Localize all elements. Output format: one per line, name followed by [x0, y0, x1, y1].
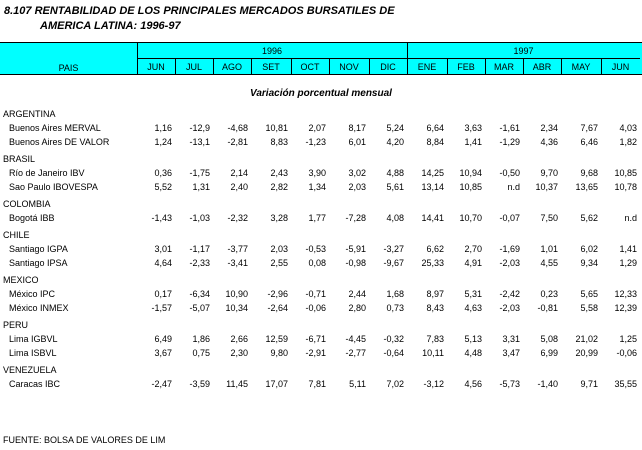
value-cell: 6,62	[426, 244, 444, 254]
value-cell: -2,42	[499, 289, 520, 299]
country-label: COLOMBIA	[3, 199, 51, 209]
index-name: Río de Janeiro IBV	[9, 168, 85, 178]
month-header: SET	[262, 62, 280, 72]
value-cell: 7,02	[386, 379, 404, 389]
value-cell: 7,81	[308, 379, 326, 389]
value-cell: 2,03	[270, 244, 288, 254]
country-label: CHILE	[3, 230, 30, 240]
value-cell: 2,80	[348, 303, 366, 313]
value-cell: 3,28	[270, 213, 288, 223]
value-cell: 2,66	[230, 334, 248, 344]
value-cell: -13,1	[189, 137, 210, 147]
value-cell: -0,64	[383, 348, 404, 358]
value-cell: -5,91	[345, 244, 366, 254]
month-header: NOV	[339, 62, 359, 72]
value-cell: 1,34	[308, 182, 326, 192]
value-cell: 1,82	[619, 137, 637, 147]
value-cell: 1,86	[192, 334, 210, 344]
index-name: Lima ISBVL	[9, 348, 57, 358]
year-1996-header: 1996	[261, 46, 283, 56]
country-label: MEXICO	[3, 275, 39, 285]
value-cell: -2,64	[267, 303, 288, 313]
value-cell: 1,41	[464, 137, 482, 147]
value-cell: 9,80	[270, 348, 288, 358]
value-cell: -5,73	[499, 379, 520, 389]
value-cell: 10,85	[459, 182, 482, 192]
country-label: VENEZUELA	[3, 365, 57, 375]
value-cell: 6,01	[348, 137, 366, 147]
month-header: MAY	[571, 62, 591, 72]
value-cell: 3,67	[154, 348, 172, 358]
year-1997-header: 1997	[513, 46, 534, 56]
value-cell: 0,08	[308, 258, 326, 268]
value-cell: -1,17	[189, 244, 210, 254]
value-cell: 7,83	[426, 334, 444, 344]
value-cell: -2,96	[267, 289, 288, 299]
value-cell: 4,48	[464, 348, 482, 358]
value-cell: -0,32	[383, 334, 404, 344]
month-header: JUN	[147, 62, 165, 72]
value-cell: -1,57	[151, 303, 172, 313]
value-cell: -3,59	[189, 379, 210, 389]
value-cell: 2,82	[270, 182, 288, 192]
table-title-line1: 8.107 RENTABILIDAD DE LOS PRINCIPALES MERCADOS BURSATILES DE	[4, 5, 395, 17]
value-cell: 5,31	[464, 289, 482, 299]
value-cell: 4,08	[386, 213, 404, 223]
value-cell: 21,02	[575, 334, 598, 344]
index-name: Buenos Aires DE VALOR	[9, 137, 110, 147]
value-cell: 9,68	[580, 168, 598, 178]
value-cell: -1,40	[537, 379, 558, 389]
value-cell: -1,69	[499, 244, 520, 254]
country-label: BRASIL	[3, 154, 36, 164]
value-cell: -6,71	[305, 334, 326, 344]
value-cell: 3,31	[502, 334, 520, 344]
value-cell: 9,70	[540, 168, 558, 178]
value-cell: -0,50	[499, 168, 520, 178]
value-cell: 12,33	[614, 289, 637, 299]
value-cell: 1,31	[192, 182, 210, 192]
value-cell: 2,70	[464, 244, 482, 254]
value-cell: 10,37	[535, 182, 558, 192]
month-header: JUN	[611, 62, 630, 72]
value-cell: 1,25	[619, 334, 637, 344]
value-cell: -3,12	[423, 379, 444, 389]
value-cell: -1,23	[305, 137, 326, 147]
month-header: DIC	[380, 62, 396, 72]
value-cell: 3,02	[348, 168, 366, 178]
value-cell: -1,75	[189, 168, 210, 178]
value-cell: -4,45	[345, 334, 366, 344]
value-cell: 2,44	[348, 289, 366, 299]
value-cell: 8,17	[348, 123, 366, 133]
month-header: ABR	[532, 62, 552, 72]
value-cell: 7,67	[580, 123, 598, 133]
value-cell: -6,34	[189, 289, 210, 299]
value-cell: n.d	[624, 213, 637, 223]
value-cell: 8,83	[270, 137, 288, 147]
index-name: Bogotá IBB	[9, 213, 55, 223]
value-cell: 4,63	[464, 303, 482, 313]
value-cell: 4,88	[386, 168, 404, 178]
value-cell: 11,45	[226, 379, 248, 389]
value-cell: 3,47	[502, 348, 520, 358]
value-cell: 10,78	[614, 182, 637, 192]
month-header: JUL	[185, 62, 202, 72]
value-cell: 10,94	[459, 168, 482, 178]
value-cell: 4,64	[154, 258, 172, 268]
value-cell: -0,06	[305, 303, 326, 313]
value-cell: 10,34	[225, 303, 248, 313]
value-cell: -0,06	[616, 348, 637, 358]
table-title-line2: AMERICA LATINA: 1996-97	[40, 20, 181, 32]
value-cell: 6,02	[580, 244, 598, 254]
value-cell: -2,03	[499, 258, 520, 268]
country-label: PERU	[3, 320, 29, 330]
value-cell: 6,49	[154, 334, 172, 344]
value-cell: 2,34	[540, 123, 558, 133]
value-cell: 13,14	[421, 182, 444, 192]
value-cell: 10,11	[422, 348, 444, 358]
value-cell: 12,59	[265, 334, 288, 344]
value-cell: 4,03	[619, 123, 637, 133]
value-cell: 3,01	[154, 244, 172, 254]
value-cell: -0,07	[499, 213, 520, 223]
value-cell: -7,28	[345, 213, 366, 223]
value-cell: -1,61	[499, 123, 520, 133]
index-name: México IPC	[9, 289, 56, 299]
value-cell: 4,56	[464, 379, 482, 389]
value-cell: 14,25	[421, 168, 444, 178]
value-cell: -3,27	[383, 244, 404, 254]
value-cell: 0,73	[386, 303, 404, 313]
value-cell: 5,08	[540, 334, 558, 344]
month-header: ENE	[417, 62, 437, 72]
value-cell: -2,91	[305, 348, 326, 358]
value-cell: 1,16	[154, 123, 172, 133]
value-cell: 10,70	[459, 213, 482, 223]
value-cell: 7,50	[540, 213, 558, 223]
value-cell: 8,43	[426, 303, 444, 313]
month-header: FEB	[457, 62, 475, 72]
value-cell: -2,81	[227, 137, 248, 147]
value-cell: -2,77	[345, 348, 366, 358]
index-name: Lima IGBVL	[9, 334, 58, 344]
index-name: Sao Paulo IBOVESPA	[9, 182, 98, 192]
source-note: FUENTE: BOLSA DE VALORES DE LIM	[3, 435, 166, 445]
value-cell: 5,11	[349, 379, 366, 389]
index-name: Caracas IBC	[9, 379, 61, 389]
value-cell: 25,33	[421, 258, 444, 268]
index-name: Santiago IGPA	[9, 244, 68, 254]
month-header: OCT	[300, 62, 320, 72]
value-cell: 5,62	[580, 213, 598, 223]
value-cell: 2,43	[270, 168, 288, 178]
value-cell: -5,07	[189, 303, 210, 313]
value-cell: n.d	[507, 182, 520, 192]
value-cell: -1,03	[189, 213, 210, 223]
value-cell: -12,9	[189, 123, 210, 133]
value-cell: 0,75	[192, 348, 210, 358]
value-cell: 5,13	[464, 334, 482, 344]
value-cell: 1,29	[619, 258, 637, 268]
value-cell: 1,77	[308, 213, 326, 223]
value-cell: 5,52	[154, 182, 172, 192]
value-cell: -1,43	[151, 213, 172, 223]
index-name: Buenos Aires MERVAL	[9, 123, 101, 133]
value-cell: 10,90	[225, 289, 248, 299]
value-cell: 0,36	[154, 168, 172, 178]
value-cell: 5,65	[580, 289, 598, 299]
value-cell: 4,36	[540, 137, 558, 147]
value-cell: -4,68	[227, 123, 248, 133]
value-cell: 6,46	[580, 137, 598, 147]
value-cell: 2,14	[230, 168, 248, 178]
value-cell: 9,34	[580, 258, 598, 268]
value-cell: -3,77	[227, 244, 248, 254]
value-cell: 2,03	[348, 182, 366, 192]
value-cell: 0,17	[154, 289, 172, 299]
month-header: AGO	[221, 62, 242, 72]
value-cell: 3,63	[464, 123, 482, 133]
value-cell: 13,65	[575, 182, 598, 192]
value-cell: 12,39	[614, 303, 637, 313]
value-cell: 1,41	[619, 244, 637, 254]
value-cell: 2,07	[308, 123, 326, 133]
value-cell: 0,23	[540, 289, 558, 299]
value-cell: 17,07	[265, 379, 288, 389]
value-cell: 5,61	[386, 182, 404, 192]
value-cell: -3,41	[227, 258, 248, 268]
value-cell: 4,91	[464, 258, 482, 268]
value-cell: 8,97	[426, 289, 444, 299]
value-cell: 2,40	[230, 182, 248, 192]
value-cell: 35,55	[614, 379, 637, 389]
value-cell: 5,58	[580, 303, 598, 313]
value-cell: 6,99	[540, 348, 558, 358]
value-cell: 1,01	[540, 244, 558, 254]
value-cell: 2,30	[230, 348, 248, 358]
value-cell: 1,24	[154, 137, 172, 147]
value-cell: -2,03	[499, 303, 520, 313]
value-cell: 5,24	[386, 123, 404, 133]
month-header: MAR	[494, 62, 514, 72]
value-cell: 3,90	[308, 168, 326, 178]
value-cell: 4,55	[540, 258, 558, 268]
value-cell: -0,98	[345, 258, 366, 268]
value-cell: -1,29	[499, 137, 520, 147]
header-bottom-rule	[0, 74, 642, 75]
value-cell: -2,33	[189, 258, 210, 268]
value-cell: -9,67	[383, 258, 404, 268]
value-cell: 20,99	[575, 348, 598, 358]
subtitle: Variación porcentual mensual	[250, 88, 392, 99]
value-cell: 10,85	[614, 168, 637, 178]
value-cell: 2,55	[270, 258, 288, 268]
country-label: ARGENTINA	[3, 109, 56, 119]
value-cell: 6,64	[426, 123, 444, 133]
value-cell: -0,81	[537, 303, 558, 313]
value-cell: -2,32	[227, 213, 248, 223]
value-cell: 8,84	[426, 137, 444, 147]
value-cell: -0,53	[305, 244, 326, 254]
value-cell: 9,71	[580, 379, 598, 389]
value-cell: -0,71	[305, 289, 326, 299]
value-cell: 10,81	[265, 123, 288, 133]
header-top-rule	[0, 42, 642, 43]
value-cell: 4,20	[386, 137, 404, 147]
value-cell: 14,41	[421, 213, 444, 223]
index-name: México INMEX	[9, 303, 69, 313]
value-cell: 1,68	[386, 289, 404, 299]
value-cell: -2,47	[151, 379, 172, 389]
row-label-header: PAIS	[58, 63, 79, 73]
index-name: Santiago IPSA	[9, 258, 68, 268]
